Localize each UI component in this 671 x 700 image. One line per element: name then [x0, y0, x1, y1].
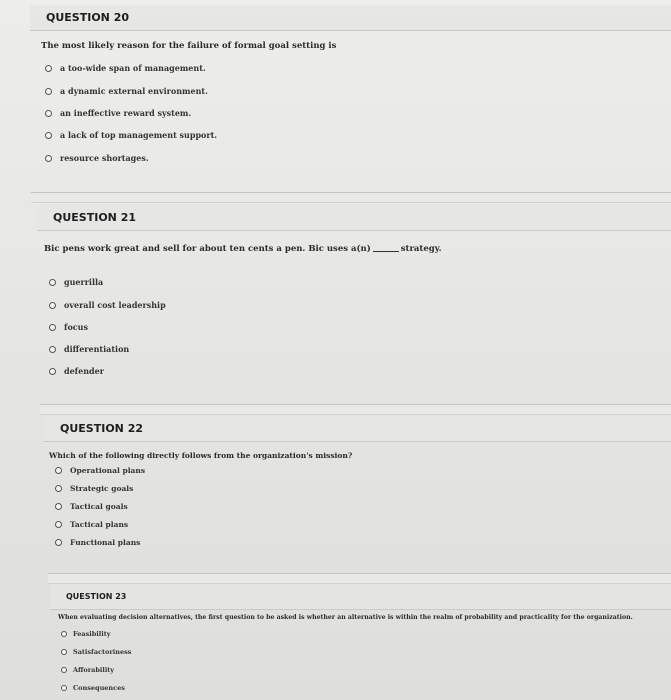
question-22-option-5[interactable]	[55, 538, 140, 547]
option-label: Afforability	[73, 666, 115, 674]
option-label: an ineffective reward system.	[60, 108, 192, 118]
option-label: Operational plans	[70, 466, 146, 475]
question-20-text: The most likely reason for the failure of formal goal setting is	[41, 41, 337, 51]
option-label: overall cost leadership	[64, 300, 166, 310]
option-label: Feasibility	[73, 630, 111, 638]
question-23-text: When evaluating decision alternatives, the first question to be asked is whether an alternative is within the realm of probability and practicality for the organization.	[58, 614, 633, 621]
question-21-text-end: strategy.	[400, 244, 442, 254]
option-label: resource shortages.	[60, 153, 149, 163]
option-label: Tactical plans	[70, 520, 129, 529]
question-22-option-3[interactable]	[55, 502, 128, 511]
question-20-option-2[interactable]	[45, 86, 208, 96]
radio-button[interactable]	[45, 132, 52, 139]
option-label: Consequences	[73, 684, 125, 692]
radio-button[interactable]	[45, 88, 52, 95]
answer-blank	[373, 251, 399, 252]
question-separator	[31, 192, 671, 203]
question-23-header	[50, 584, 671, 610]
question-20-title: QUESTION 20	[46, 11, 130, 24]
radio-button[interactable]	[55, 539, 62, 546]
option-label: differentiation	[64, 344, 130, 354]
option-label: Satisfactoriness	[73, 648, 132, 656]
question-21-option-5[interactable]	[49, 366, 104, 376]
question-20-option-1[interactable]	[45, 63, 206, 73]
option-label: defender	[64, 366, 104, 376]
option-label: a too-wide span of management.	[60, 63, 206, 73]
question-21-option-1[interactable]	[49, 277, 103, 287]
radio-button[interactable]	[49, 302, 56, 309]
question-23-option-1[interactable]	[61, 630, 110, 638]
option-label: Functional plans	[70, 538, 141, 547]
radio-button[interactable]	[49, 346, 56, 353]
option-label: Strategic goals	[70, 484, 134, 493]
question-20-option-5[interactable]	[45, 153, 149, 163]
radio-button[interactable]	[55, 521, 62, 528]
question-22-option-2[interactable]	[55, 484, 133, 493]
question-21-text	[44, 244, 442, 254]
radio-button[interactable]	[55, 503, 62, 510]
question-21-option-3[interactable]	[49, 322, 88, 332]
radio-button[interactable]	[61, 649, 67, 655]
question-20-header	[30, 5, 671, 31]
radio-button[interactable]	[49, 368, 56, 375]
option-label: a lack of top management support.	[60, 130, 218, 140]
radio-button[interactable]	[45, 65, 52, 72]
question-separator	[40, 404, 671, 415]
option-label: focus	[64, 322, 88, 332]
option-label: guerrilla	[64, 277, 104, 287]
question-21-header	[37, 205, 671, 231]
question-21-title: QUESTION 21	[53, 211, 137, 224]
question-21-option-4[interactable]	[49, 344, 129, 354]
question-23-title: QUESTION 23	[66, 592, 127, 601]
question-20-option-4[interactable]	[45, 130, 217, 140]
question-22-header	[44, 416, 671, 442]
radio-button[interactable]	[45, 110, 52, 117]
question-21-option-2[interactable]	[49, 300, 166, 310]
question-23-option-4[interactable]	[61, 684, 125, 692]
radio-button[interactable]	[61, 685, 67, 691]
question-22-title: QUESTION 22	[60, 422, 144, 435]
question-23-option-3[interactable]	[61, 666, 114, 674]
radio-button[interactable]	[45, 155, 52, 162]
radio-button[interactable]	[55, 467, 62, 474]
radio-button[interactable]	[49, 279, 56, 286]
question-21-text-start: Bic pens work great and sell for about ten cents a pen. Bic uses a(n)	[44, 244, 371, 254]
question-20-option-3[interactable]	[45, 108, 191, 118]
option-label: Tactical goals	[70, 502, 128, 511]
radio-button[interactable]	[61, 631, 67, 637]
question-separator	[48, 573, 671, 584]
question-22-option-1[interactable]	[55, 466, 145, 475]
option-label: a dynamic external environment.	[60, 86, 208, 96]
radio-button[interactable]	[55, 485, 62, 492]
radio-button[interactable]	[61, 667, 67, 673]
question-23-option-2[interactable]	[61, 648, 131, 656]
question-22-text: Which of the following directly follows from the organization's mission?	[49, 451, 353, 460]
radio-button[interactable]	[49, 324, 56, 331]
question-22-option-4[interactable]	[55, 520, 128, 529]
